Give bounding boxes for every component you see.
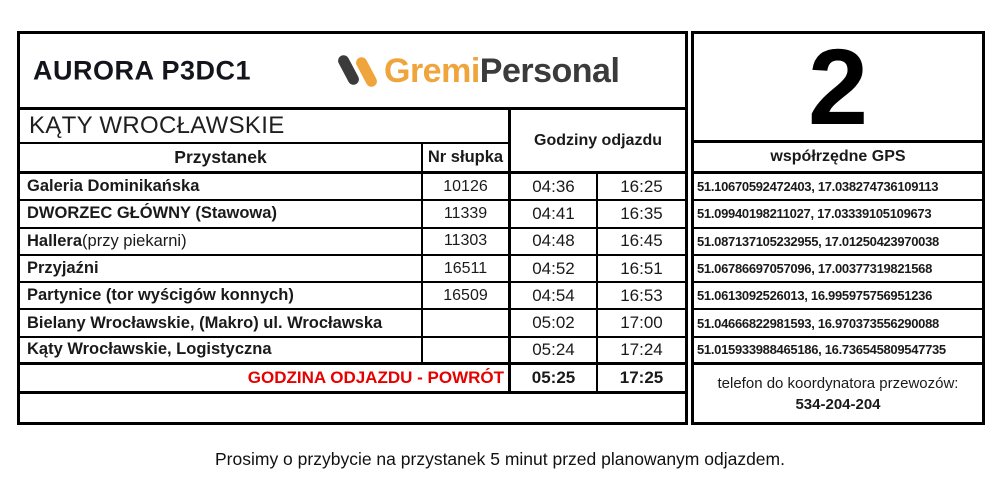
return-departure-label: GODZINA ODJAZDU - POWRÓT [20,365,511,394]
stop-name-cell: Hallera (przy piekarni) [20,229,423,256]
logo-text-gremi: Gremi [384,51,480,90]
coordinator-phone-label: telefon do koordynatora przewozów: [717,374,959,392]
empty-row [20,394,685,422]
stop-name-cell: DWORZEC GŁÓWNY (Stawowa) [20,201,423,228]
stop-name-cell: Kąty Wrocławskie, Logistyczna [20,338,423,365]
gps-column-header: współrzędne GPS [694,143,982,174]
departure-time-cell: 04:41 [511,201,598,228]
departure-time-cell: 04:52 [511,256,598,283]
departure-time-cell: 04:36 [511,174,598,201]
departure-time-cell: 05:02 [511,310,598,337]
departure-time-cell: 16:53 [598,283,685,310]
gps-cell: 51.0613092526013, 16.995975756951236 [694,283,982,310]
pole-number-cell [423,310,511,337]
stop-column-header: Przystanek [20,144,423,174]
gremi-logo-icon [338,50,384,92]
pole-number-cell: 11339 [423,201,511,228]
gps-cell: 51.087137105232955, 17.01250423970038 [694,229,982,256]
stop-name-cell: Bielany Wrocławskie, (Makro) ul. Wrocławska [20,310,423,337]
gps-cell: 51.09940198211027, 17.03339105109673 [694,201,982,228]
page-title: AURORA P3DC1 [33,55,252,85]
route-name: KĄTY WROCŁAWSKIE [20,110,511,144]
departure-time-cell: 16:35 [598,201,685,228]
logo-wordmark [384,51,620,90]
stop-name-cell: Partynice (tor wyścigów konnych) [20,283,423,310]
departure-time-cell: 16:45 [598,229,685,256]
departure-time-cell: 04:48 [511,229,598,256]
departure-time-cell: 16:51 [598,256,685,283]
pole-number-cell [423,338,511,365]
pole-number-cell: 11303 [423,229,511,256]
gps-panel [691,31,985,425]
arrival-notice: Prosimy o przybycie na przystanek 5 minut przed planowanym odjazdem. [215,449,785,469]
gps-cell: 51.06786697057096, 17.00377319821568 [694,256,982,283]
pole-number-cell: 10126 [423,174,511,201]
gps-cell: 51.04666822981593, 16.970373556290088 [694,310,982,337]
pole-column-header: Nr słupka [423,144,511,174]
departure-time-cell: 17:24 [598,338,685,365]
departure-time-cell: 05:24 [511,338,598,365]
pole-number-cell: 16509 [423,283,511,310]
return-departure-time-cell: 05:25 [511,365,598,394]
route-number: 2 [694,34,982,143]
departure-time-cell: 16:25 [598,174,685,201]
pole-number-cell: 16511 [423,256,511,283]
departure-time-cell: 17:00 [598,310,685,337]
title-row [20,34,685,110]
timetable-table [17,31,688,425]
departure-time-cell: 04:54 [511,283,598,310]
coordinator-phone-block [694,365,982,422]
gps-cell: 51.10670592472403, 17.038274736109113 [694,174,982,201]
coordinator-phone-number: 534-204-204 [795,395,881,413]
gps-cell: 51.015933988465186, 16.736545809547735 [694,338,982,365]
return-departure-time-cell: 17:25 [598,365,685,394]
logo-text-personal: Personal [479,51,620,90]
departures-header: Godziny odjazdu [511,110,685,174]
gremi-personal-logo [338,50,619,92]
stop-name-cell: Przyjaźni [20,256,423,283]
stop-name-cell: Galeria Dominikańska [20,174,423,201]
